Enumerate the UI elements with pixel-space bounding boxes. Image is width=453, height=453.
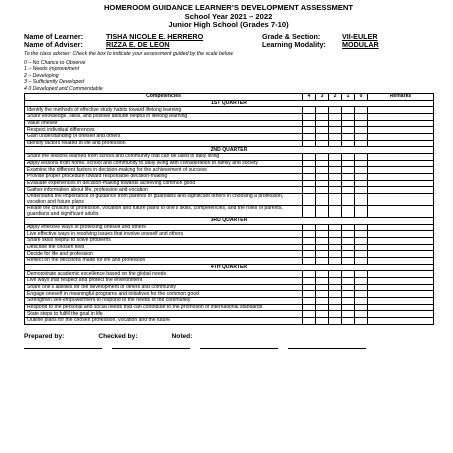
document-header <box>24 4 433 30</box>
competency-text: Outline plans for the chosen profession, vocation and the future <box>25 318 303 325</box>
score-0-checkbox[interactable] <box>355 231 368 238</box>
competency-text: Apply lessons from home, school and community to daily living with consideration to family and society <box>25 160 303 167</box>
score-0-checkbox[interactable] <box>355 187 368 194</box>
score-2-checkbox[interactable] <box>329 278 342 285</box>
score-0-checkbox[interactable] <box>355 194 368 206</box>
scale-item: 2 – Developing <box>24 72 59 79</box>
score-2-checkbox[interactable] <box>329 134 342 141</box>
signature-line-prepared <box>24 348 102 349</box>
score-3-checkbox[interactable] <box>316 187 329 194</box>
score-2-checkbox[interactable] <box>329 206 342 218</box>
score-3-checkbox[interactable] <box>316 304 329 311</box>
competency-text: Relate the choices of profession, vocation and future plans to one's skills, competencies, and the roles of parents, guardians and significant adults <box>25 206 303 218</box>
remarks-cell[interactable] <box>368 244 434 251</box>
score-3-checkbox[interactable] <box>316 127 329 134</box>
score-1-checkbox[interactable] <box>342 187 355 194</box>
score-4-checkbox[interactable] <box>303 160 316 167</box>
competency-row <box>25 180 434 187</box>
score-3-checkbox[interactable] <box>316 120 329 127</box>
score-1-checkbox[interactable] <box>342 167 355 174</box>
score-4-checkbox[interactable] <box>303 258 316 265</box>
competency-row <box>25 160 434 167</box>
score-1-checkbox[interactable] <box>342 298 355 305</box>
score-0-checkbox[interactable] <box>355 311 368 318</box>
score-1-checkbox[interactable] <box>342 127 355 134</box>
score-0-checkbox[interactable] <box>355 160 368 167</box>
remarks-cell[interactable] <box>368 154 434 161</box>
rating-scale <box>24 60 433 92</box>
competency-row <box>25 224 434 231</box>
signature-footer <box>24 333 433 340</box>
scale-item: 1 – Needs improvement <box>24 66 80 73</box>
score-3-checkbox[interactable] <box>316 278 329 285</box>
score-3-checkbox[interactable] <box>316 251 329 258</box>
competency-text: Reflect on the decisions made for life and profession <box>25 258 303 265</box>
remarks-cell[interactable] <box>368 206 434 218</box>
adviser-value: RIZZA E. DE LEON <box>106 40 170 50</box>
score-0-checkbox[interactable] <box>355 291 368 298</box>
score-1-checkbox[interactable] <box>342 244 355 251</box>
score-3-checkbox[interactable] <box>316 180 329 187</box>
score-2-checkbox[interactable] <box>329 284 342 291</box>
score-4-checkbox[interactable] <box>303 187 316 194</box>
score-2-checkbox[interactable] <box>329 291 342 298</box>
quarter-row <box>25 100 434 107</box>
competency-row <box>25 206 434 218</box>
school-year: School Year 2021 – 2022 <box>184 11 273 21</box>
competency-row <box>25 238 434 245</box>
score-2-checkbox[interactable] <box>329 167 342 174</box>
remarks-cell[interactable] <box>368 311 434 318</box>
header-remarks: Remarks <box>368 94 434 101</box>
header-score-4: 4 <box>303 94 316 101</box>
competencies-table <box>24 93 434 325</box>
remarks-cell[interactable] <box>368 194 434 206</box>
score-3-checkbox[interactable] <box>316 114 329 121</box>
prepared-by-label: Prepared by: <box>24 332 65 340</box>
remarks-cell[interactable] <box>368 304 434 311</box>
remarks-cell[interactable] <box>368 258 434 265</box>
remarks-cell[interactable] <box>368 271 434 278</box>
competency-text: Live ways that respect and protect the environment <box>25 278 303 285</box>
score-4-checkbox[interactable] <box>303 194 316 206</box>
score-1-checkbox[interactable] <box>342 318 355 325</box>
score-2-checkbox[interactable] <box>329 160 342 167</box>
score-0-checkbox[interactable] <box>355 304 368 311</box>
header-score-1: 1 <box>342 94 355 101</box>
score-1-checkbox[interactable] <box>342 231 355 238</box>
competency-row <box>25 194 434 206</box>
remarks-cell[interactable] <box>368 278 434 285</box>
score-2-checkbox[interactable] <box>329 187 342 194</box>
modality-value: MODULAR <box>342 40 379 50</box>
score-1-checkbox[interactable] <box>342 154 355 161</box>
score-2-checkbox[interactable] <box>329 174 342 181</box>
score-3-checkbox[interactable] <box>316 318 329 325</box>
score-0-checkbox[interactable] <box>355 180 368 187</box>
score-4-checkbox[interactable] <box>303 127 316 134</box>
score-0-checkbox[interactable] <box>355 251 368 258</box>
score-3-checkbox[interactable] <box>316 154 329 161</box>
score-4-checkbox[interactable] <box>303 284 316 291</box>
score-4-checkbox[interactable] <box>303 231 316 238</box>
remarks-cell[interactable] <box>368 114 434 121</box>
score-4-checkbox[interactable] <box>303 206 316 218</box>
score-4-checkbox[interactable] <box>303 318 316 325</box>
header-score-2: 2 <box>329 94 342 101</box>
score-0-checkbox[interactable] <box>355 224 368 231</box>
remarks-cell[interactable] <box>368 224 434 231</box>
score-4-checkbox[interactable] <box>303 304 316 311</box>
score-1-checkbox[interactable] <box>342 160 355 167</box>
signature-lines <box>24 348 433 349</box>
score-0-checkbox[interactable] <box>355 107 368 114</box>
score-2-checkbox[interactable] <box>329 271 342 278</box>
score-3-checkbox[interactable] <box>316 311 329 318</box>
score-4-checkbox[interactable] <box>303 238 316 245</box>
adviser-label: Name of Adviser: <box>24 40 83 50</box>
remarks-cell[interactable] <box>368 231 434 238</box>
competency-row <box>25 284 434 291</box>
checked-by-label: Checked by: <box>98 332 138 340</box>
score-2-checkbox[interactable] <box>329 180 342 187</box>
competency-text: Apply effective ways of protecting oneself and others <box>25 224 303 231</box>
score-3-checkbox[interactable] <box>316 291 329 298</box>
score-1-checkbox[interactable] <box>342 180 355 187</box>
grade-level: Junior High School (Grades 7-10) <box>168 20 289 30</box>
quarter-label: 2ND QUARTER <box>25 147 434 154</box>
remarks-cell[interactable] <box>368 251 434 258</box>
score-0-checkbox[interactable] <box>355 134 368 141</box>
score-2-checkbox[interactable] <box>329 114 342 121</box>
score-3-checkbox[interactable] <box>316 140 329 147</box>
score-3-checkbox[interactable] <box>316 107 329 114</box>
score-3-checkbox[interactable] <box>316 284 329 291</box>
score-1-checkbox[interactable] <box>342 271 355 278</box>
quarter-label: 4TH QUARTER <box>25 264 434 271</box>
score-2-checkbox[interactable] <box>329 238 342 245</box>
competency-text: State steps to fulfill the goal in life <box>25 311 303 318</box>
score-0-checkbox[interactable] <box>355 271 368 278</box>
score-1-checkbox[interactable] <box>342 251 355 258</box>
score-4-checkbox[interactable] <box>303 311 316 318</box>
competency-text: Demonstrate academic excellence based on the global needs <box>25 271 303 278</box>
header-score-3: 3 <box>316 94 329 101</box>
score-0-checkbox[interactable] <box>355 206 368 218</box>
score-3-checkbox[interactable] <box>316 244 329 251</box>
remarks-cell[interactable] <box>368 160 434 167</box>
remarks-cell[interactable] <box>368 134 434 141</box>
table-body <box>25 100 434 324</box>
score-4-checkbox[interactable] <box>303 271 316 278</box>
score-0-checkbox[interactable] <box>355 318 368 325</box>
scale-item: 3 – Sufficiently Developed <box>24 79 84 86</box>
competency-text: Decide for life and profession <box>25 251 303 258</box>
score-4-checkbox[interactable] <box>303 114 316 121</box>
score-1-checkbox[interactable] <box>342 284 355 291</box>
score-3-checkbox[interactable] <box>316 174 329 181</box>
competency-text: Share the lessons learned from school and community that can be used in daily living <box>25 154 303 161</box>
competency-text: Live effective ways in resolving issues that involve oneself and others <box>25 231 303 238</box>
competency-text: Provide proper procedure toward responsible decision-making <box>25 174 303 181</box>
score-0-checkbox[interactable] <box>355 167 368 174</box>
score-3-checkbox[interactable] <box>316 298 329 305</box>
score-2-checkbox[interactable] <box>329 304 342 311</box>
score-2-checkbox[interactable] <box>329 231 342 238</box>
score-4-checkbox[interactable] <box>303 107 316 114</box>
score-4-checkbox[interactable] <box>303 224 316 231</box>
remarks-cell[interactable] <box>368 140 434 147</box>
competency-text: Value oneself <box>25 120 303 127</box>
header-competencies: Competencies <box>25 94 303 101</box>
score-4-checkbox[interactable] <box>303 244 316 251</box>
score-1-checkbox[interactable] <box>342 224 355 231</box>
quarter-row <box>25 264 434 271</box>
score-0-checkbox[interactable] <box>355 238 368 245</box>
score-3-checkbox[interactable] <box>316 206 329 218</box>
competency-text: Identify factors related to life and profession <box>25 140 303 147</box>
score-1-checkbox[interactable] <box>342 174 355 181</box>
competency-text: Identify the methods of effective study habits toward lifelong learning <box>25 107 303 114</box>
remarks-cell[interactable] <box>368 298 434 305</box>
score-2-checkbox[interactable] <box>329 318 342 325</box>
score-1-checkbox[interactable] <box>342 194 355 206</box>
score-4-checkbox[interactable] <box>303 291 316 298</box>
noted-label: Noted: <box>171 332 193 340</box>
competency-text: Gain understanding of oneself and others <box>25 134 303 141</box>
remarks-cell[interactable] <box>368 180 434 187</box>
remarks-cell[interactable] <box>368 127 434 134</box>
competency-row <box>25 318 434 325</box>
competency-row <box>25 244 434 251</box>
score-2-checkbox[interactable] <box>329 107 342 114</box>
modality-label: Learning Modality: <box>262 40 326 50</box>
competency-text: Strengthen self-empowerment to respond to the needs of the community <box>25 298 303 305</box>
remarks-cell[interactable] <box>368 318 434 325</box>
score-3-checkbox[interactable] <box>316 160 329 167</box>
document-title: HOMEROOM GUIDANCE LEARNER’S DEVELOPMENT ASSESSMENT <box>103 3 354 12</box>
signature-line-checked <box>112 348 190 349</box>
score-2-checkbox[interactable] <box>329 311 342 318</box>
remarks-cell[interactable] <box>368 284 434 291</box>
remarks-cell[interactable] <box>368 187 434 194</box>
competency-text: Respond to the personal and social needs that can contribute to the promotion of international standards <box>25 304 303 311</box>
score-4-checkbox[interactable] <box>303 167 316 174</box>
score-4-checkbox[interactable] <box>303 278 316 285</box>
scale-item: 4 0 Developed and Commendable <box>24 85 103 92</box>
score-1-checkbox[interactable] <box>342 134 355 141</box>
competency-text: Describe the chosen field <box>25 244 303 251</box>
score-2-checkbox[interactable] <box>329 127 342 134</box>
score-2-checkbox[interactable] <box>329 298 342 305</box>
score-2-checkbox[interactable] <box>329 224 342 231</box>
score-0-checkbox[interactable] <box>355 244 368 251</box>
score-1-checkbox[interactable] <box>342 304 355 311</box>
competency-row <box>25 120 434 127</box>
score-0-checkbox[interactable] <box>355 284 368 291</box>
competency-text: Gather information about life, profession and vocation <box>25 187 303 194</box>
competency-text: Share skills helpful to solve problems <box>25 238 303 245</box>
scale-item: 0 – No Chance to Observe <box>24 59 86 66</box>
score-4-checkbox[interactable] <box>303 180 316 187</box>
score-2-checkbox[interactable] <box>329 154 342 161</box>
learner-info <box>24 33 433 50</box>
competency-text: Understand the importance of guidance from parents or guardians and significant others in choosing a profession, vocation and future plans <box>25 194 303 206</box>
score-1-checkbox[interactable] <box>342 291 355 298</box>
score-1-checkbox[interactable] <box>342 311 355 318</box>
competency-text: Engage oneself in meaningful programs and initiatives for the common good <box>25 291 303 298</box>
competency-text: Respect individual differences <box>25 127 303 134</box>
score-0-checkbox[interactable] <box>355 154 368 161</box>
score-3-checkbox[interactable] <box>316 271 329 278</box>
score-0-checkbox[interactable] <box>355 114 368 121</box>
score-2-checkbox[interactable] <box>329 194 342 206</box>
score-0-checkbox[interactable] <box>355 140 368 147</box>
score-0-checkbox[interactable] <box>355 174 368 181</box>
score-0-checkbox[interactable] <box>355 278 368 285</box>
score-4-checkbox[interactable] <box>303 140 316 147</box>
score-1-checkbox[interactable] <box>342 206 355 218</box>
score-1-checkbox[interactable] <box>342 238 355 245</box>
score-2-checkbox[interactable] <box>329 251 342 258</box>
score-4-checkbox[interactable] <box>303 298 316 305</box>
score-0-checkbox[interactable] <box>355 258 368 265</box>
competency-text: Share one's abilities for the development of others and community <box>25 284 303 291</box>
score-1-checkbox[interactable] <box>342 278 355 285</box>
score-2-checkbox[interactable] <box>329 140 342 147</box>
competency-text: Examine the different factors in decision-making for the achievement of success <box>25 167 303 174</box>
score-3-checkbox[interactable] <box>316 134 329 141</box>
header-score-0: 0 <box>355 94 368 101</box>
competency-row <box>25 304 434 311</box>
quarter-label: 3RD QUARTER <box>25 218 434 225</box>
competency-row <box>25 140 434 147</box>
score-3-checkbox[interactable] <box>316 231 329 238</box>
score-1-checkbox[interactable] <box>342 114 355 121</box>
score-4-checkbox[interactable] <box>303 154 316 161</box>
remarks-cell[interactable] <box>368 167 434 174</box>
score-1-checkbox[interactable] <box>342 140 355 147</box>
score-0-checkbox[interactable] <box>355 298 368 305</box>
remarks-cell[interactable] <box>368 107 434 114</box>
signature-line-noted <box>200 348 278 349</box>
competency-row <box>25 114 434 121</box>
score-3-checkbox[interactable] <box>316 194 329 206</box>
remarks-cell[interactable] <box>368 291 434 298</box>
signature-line-extra <box>288 348 366 349</box>
remarks-cell[interactable] <box>368 238 434 245</box>
competency-text: Evaluate experiences in decision-making towards achieving common good <box>25 180 303 187</box>
score-2-checkbox[interactable] <box>329 120 342 127</box>
learner-name-value: TISHA NICOLE E. HERRERO <box>106 31 204 41</box>
learner-name-label: Name of Learner: <box>24 31 84 41</box>
score-0-checkbox[interactable] <box>355 127 368 134</box>
quarter-label: 1ST QUARTER <box>25 100 434 107</box>
remarks-cell[interactable] <box>368 120 434 127</box>
grade-section-value: VII-EULER <box>342 31 378 41</box>
score-0-checkbox[interactable] <box>355 120 368 127</box>
score-1-checkbox[interactable] <box>342 120 355 127</box>
score-3-checkbox[interactable] <box>316 224 329 231</box>
score-4-checkbox[interactable] <box>303 251 316 258</box>
score-3-checkbox[interactable] <box>316 167 329 174</box>
grade-section-label: Grade & Section: <box>262 31 321 41</box>
score-4-checkbox[interactable] <box>303 174 316 181</box>
score-1-checkbox[interactable] <box>342 258 355 265</box>
score-4-checkbox[interactable] <box>303 120 316 127</box>
score-2-checkbox[interactable] <box>329 258 342 265</box>
score-3-checkbox[interactable] <box>316 258 329 265</box>
remarks-cell[interactable] <box>368 174 434 181</box>
score-2-checkbox[interactable] <box>329 244 342 251</box>
score-4-checkbox[interactable] <box>303 134 316 141</box>
score-1-checkbox[interactable] <box>342 107 355 114</box>
score-3-checkbox[interactable] <box>316 238 329 245</box>
competency-text: Share knowledge, skills, and positive attitude helpful in lifelong learning <box>25 114 303 121</box>
instruction-text: To the class adviser: Check the box to indicate your assessment guided by the scale below. <box>24 50 234 57</box>
